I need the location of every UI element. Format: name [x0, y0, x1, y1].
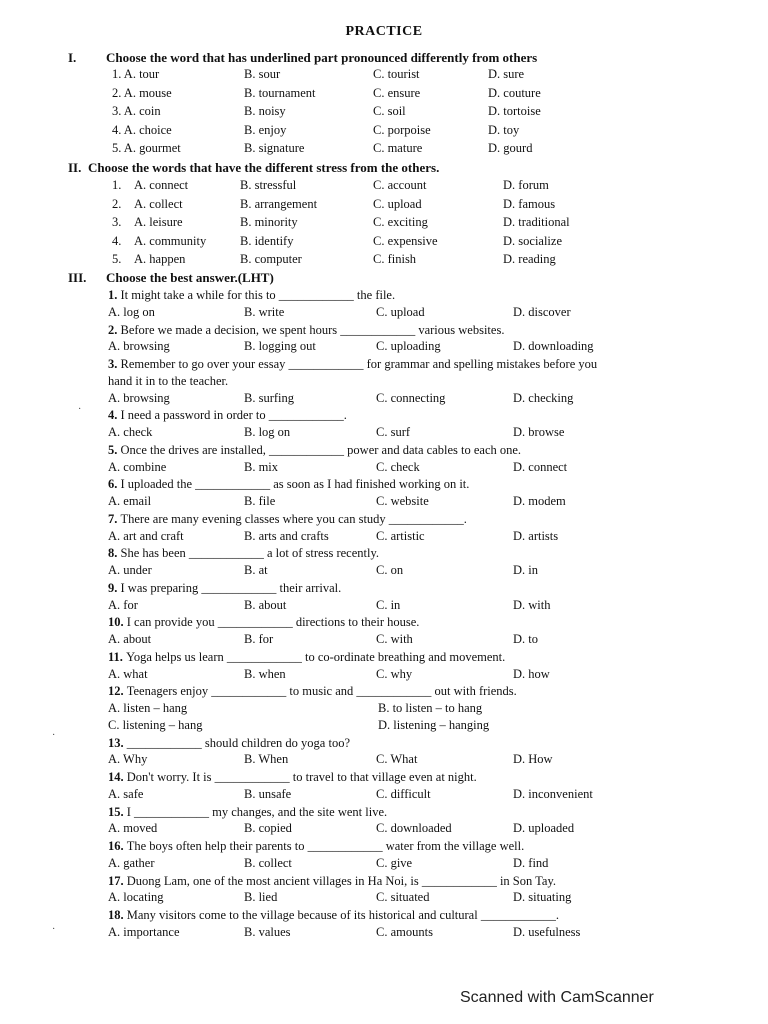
option-text: A. email	[108, 494, 152, 509]
option-text: B. identify	[240, 233, 294, 248]
option-text: B. values	[244, 924, 291, 939]
question-text: I uploaded the ____________ as soon as I had finished working on it.	[120, 477, 470, 492]
section-2-heading: II. Choose the words that have the different stress from the others.	[68, 160, 440, 175]
question-text: There are many evening classes where you can study ____________.	[120, 511, 467, 526]
question-number: 17.	[108, 873, 127, 888]
option-text: C. situated	[376, 890, 430, 905]
option-text: D. listening – hanging	[378, 717, 490, 732]
question-text: I need a password in order to ____________.	[120, 408, 347, 423]
option-text: B. tournament	[244, 85, 316, 100]
option-text: 3.	[112, 215, 122, 229]
option-text: B. noisy	[244, 104, 286, 118]
question-number: 12.	[108, 684, 127, 699]
option-text: A. community	[134, 233, 207, 248]
option-text: A. art and craft	[108, 528, 184, 543]
option-text: C. on	[376, 563, 404, 578]
option-text: C. ensure	[373, 85, 421, 100]
option-text: B. stressful	[240, 178, 297, 192]
question-stem	[108, 736, 350, 751]
option-text: B. surfing	[244, 390, 294, 405]
option-text: C. with	[376, 632, 413, 647]
option-text: D. to	[513, 632, 538, 647]
option-text: C. porpoise	[373, 122, 431, 137]
option-text: D. gourd	[488, 141, 533, 155]
option-text: C. in	[376, 597, 401, 612]
question-stem	[108, 684, 517, 699]
option-text: C. downloaded	[376, 821, 452, 836]
question-stem	[108, 874, 556, 889]
option-text: C. connecting	[376, 390, 446, 405]
option-text: D. usefulness	[513, 924, 581, 939]
option-text: B. mix	[244, 459, 279, 474]
option-text: A. Why	[108, 752, 148, 767]
section-1-heading: I. Choose the word that has underlined part pronounced differently from others	[68, 50, 538, 65]
option-text: 2.	[112, 196, 122, 211]
question-number: 15.	[108, 804, 127, 819]
question-text: Yoga helps us learn ____________ to co-ordinate breathing and movement.	[126, 649, 506, 664]
option-text: A. log on	[108, 304, 155, 319]
question-stem	[108, 288, 395, 303]
question-text: Remember to go over your essay ____________ for grammar and spelling mistakes before you	[120, 357, 598, 371]
section-3-heading: III. Choose the best answer.(LHT)	[68, 270, 274, 285]
question-number: 13.	[108, 735, 127, 750]
option-text: B. to listen – to hang	[378, 701, 483, 716]
question-number: 2.	[108, 322, 121, 337]
option-text: 4. A. choice	[112, 122, 172, 137]
option-text: C. exciting	[373, 215, 428, 229]
question-stem	[108, 615, 419, 630]
option-text: B. when	[244, 666, 286, 681]
option-text: B. minority	[240, 215, 298, 229]
option-text: 4.	[112, 233, 122, 248]
option-text: A. listen – hang	[108, 701, 188, 716]
question-stem	[108, 512, 467, 527]
option-text: A. locating	[108, 890, 164, 905]
option-text: B. for	[244, 632, 274, 647]
question-text: I was preparing ____________ their arrival.	[120, 580, 342, 595]
option-text: A. moved	[108, 821, 158, 836]
option-text: A. happen	[134, 252, 186, 266]
option-text: D. find	[513, 855, 549, 870]
option-text: 1.	[112, 178, 122, 192]
option-text: 2. A. mouse	[112, 85, 172, 100]
option-text: D. modem	[513, 494, 566, 509]
option-text: C. difficult	[376, 786, 431, 801]
question-number: 11.	[108, 649, 127, 664]
question-number: 6.	[108, 477, 121, 492]
option-text: 5. A. gourmet	[112, 141, 181, 155]
option-text: B. write	[244, 304, 285, 319]
option-text: D. how	[513, 666, 550, 681]
option-text: D. with	[513, 597, 551, 612]
question-stem	[108, 323, 504, 338]
option-text: A. browsing	[108, 390, 170, 405]
option-text: A. for	[108, 597, 138, 612]
option-text: B. file	[244, 494, 276, 509]
question-number: 3.	[108, 357, 121, 371]
question-number: 9.	[108, 580, 121, 595]
option-text: C. why	[376, 666, 413, 681]
option-text: D. How	[513, 752, 553, 767]
question-stem	[108, 357, 597, 372]
question-number: 8.	[108, 546, 121, 561]
question-text: ____________ should children do yoga too?	[126, 735, 350, 750]
option-text: C. uploading	[376, 339, 441, 354]
option-text: B. sour	[244, 67, 281, 81]
option-text: B. at	[244, 563, 268, 578]
option-text: D. artists	[513, 528, 559, 543]
option-text: A. connect	[134, 178, 189, 192]
option-text: A. under	[108, 563, 152, 578]
option-text: B. lied	[244, 890, 278, 905]
option-text: C. upload	[373, 196, 422, 211]
question-text: Duong Lam, one of the most ancient villages in Ha Noi, is ____________ in Son Tay.	[126, 873, 557, 888]
option-text: 1. A. tour	[112, 67, 160, 81]
option-text: B. signature	[244, 141, 305, 155]
page-title: PRACTICE	[345, 24, 423, 39]
option-text: 3. A. coin	[112, 104, 161, 118]
option-text: D. sure	[488, 67, 525, 81]
option-text: D. situating	[513, 890, 572, 905]
option-text: C. soil	[373, 104, 406, 118]
option-text: C. amounts	[376, 924, 433, 939]
option-text: D. socialize	[503, 233, 563, 248]
option-text: C. listening – hang	[108, 717, 203, 732]
question-text: Before we made a decision, we spent hours ____________ various websites.	[120, 322, 505, 337]
question-text: It might take a while for this to ____________ the file.	[120, 288, 396, 302]
option-text: C. finish	[373, 252, 417, 266]
question-number: 14.	[108, 770, 127, 785]
option-text: D. forum	[503, 178, 549, 192]
option-text: C. artistic	[376, 528, 425, 543]
option-text: D. in	[513, 563, 538, 578]
scan-dot: ·	[78, 404, 82, 415]
question-number: 4.	[108, 408, 121, 423]
question-text: She has been ____________ a lot of stress recently.	[120, 546, 380, 561]
option-text: C. surf	[376, 425, 411, 440]
option-text: A. combine	[108, 459, 167, 474]
question-stem	[108, 581, 341, 596]
question-number: 1.	[108, 288, 121, 302]
option-text: A. leisure	[134, 215, 183, 229]
option-text: D. uploaded	[513, 821, 575, 836]
option-text: D. toy	[488, 122, 520, 137]
option-text: C. give	[376, 855, 413, 870]
option-text: B. When	[244, 752, 289, 767]
question-stem	[108, 650, 505, 665]
question-number: 16.	[108, 839, 127, 854]
option-text: D. discover	[513, 304, 571, 319]
scanner-watermark: Scanned with CamScanner	[460, 989, 654, 1006]
option-text: D. famous	[503, 196, 556, 211]
option-text: C. What	[376, 752, 418, 767]
option-text: D. traditional	[503, 215, 570, 229]
option-text: B. arts and crafts	[244, 528, 329, 543]
option-text: C. mature	[373, 141, 423, 155]
option-text: C. tourist	[373, 67, 420, 81]
option-text: B. logging out	[244, 339, 316, 354]
question-number: 5.	[108, 442, 121, 457]
option-text: B. log on	[244, 425, 291, 440]
option-text: B. about	[244, 597, 287, 612]
scan-dot: ·	[52, 924, 56, 935]
option-text: D. couture	[488, 85, 541, 100]
option-text: A. safe	[108, 786, 144, 801]
question-stem	[108, 546, 379, 561]
option-text: C. check	[376, 459, 420, 474]
question-stem	[108, 770, 477, 785]
option-text: D. downloading	[513, 339, 594, 354]
option-text: B. copied	[244, 821, 292, 836]
option-text: D. connect	[513, 459, 568, 474]
scan-dot: ·	[52, 730, 56, 741]
option-text: A. collect	[134, 196, 183, 211]
question-stem	[108, 908, 559, 923]
option-text: A. gather	[108, 855, 155, 870]
option-text: A. importance	[108, 924, 180, 939]
option-text: D. inconvenient	[513, 786, 593, 801]
option-text: A. about	[108, 632, 152, 647]
option-text: A. check	[108, 425, 153, 440]
option-text: B. computer	[240, 252, 302, 266]
question-stem	[108, 839, 524, 854]
option-text: C. account	[373, 178, 427, 192]
question-text-continued: hand it in to the teacher.	[108, 373, 229, 388]
question-text: Once the drives are installed, ____________ power and data cables to each one.	[120, 442, 522, 457]
option-text: B. collect	[244, 855, 292, 870]
option-text: 5.	[112, 252, 122, 266]
question-text: Don't worry. It is ____________ to travel to that village even at night.	[126, 770, 477, 785]
option-text: D. tortoise	[488, 104, 541, 118]
option-text: C. upload	[376, 304, 425, 319]
question-number: 7.	[108, 511, 121, 526]
question-number: 10.	[108, 615, 127, 630]
option-text: D. checking	[513, 390, 574, 405]
question-text: I can provide you ____________ directions to their house.	[126, 615, 420, 630]
question-stem	[108, 477, 469, 492]
question-text: I ____________ my changes, and the site went live.	[126, 804, 388, 819]
question-stem	[108, 805, 387, 820]
option-text: D. browse	[513, 425, 565, 440]
option-text: C. website	[376, 494, 429, 509]
question-stem	[108, 443, 521, 458]
option-text: B. enjoy	[244, 122, 287, 137]
question-number: 18.	[108, 908, 127, 923]
question-text: The boys often help their parents to ____________ water from the village well.	[126, 839, 525, 854]
question-text: Many visitors come to the village because of its historical and cultural ____________.	[126, 908, 559, 923]
option-text: B. unsafe	[244, 786, 292, 801]
option-text: B. arrangement	[240, 196, 318, 211]
option-text: C. expensive	[373, 233, 438, 248]
option-text: A. browsing	[108, 339, 170, 354]
question-text: Teenagers enjoy ____________ to music and ____________ out with friends.	[126, 684, 517, 699]
question-stem	[108, 408, 347, 423]
option-text: D. reading	[503, 252, 556, 266]
option-text: A. what	[108, 666, 148, 681]
